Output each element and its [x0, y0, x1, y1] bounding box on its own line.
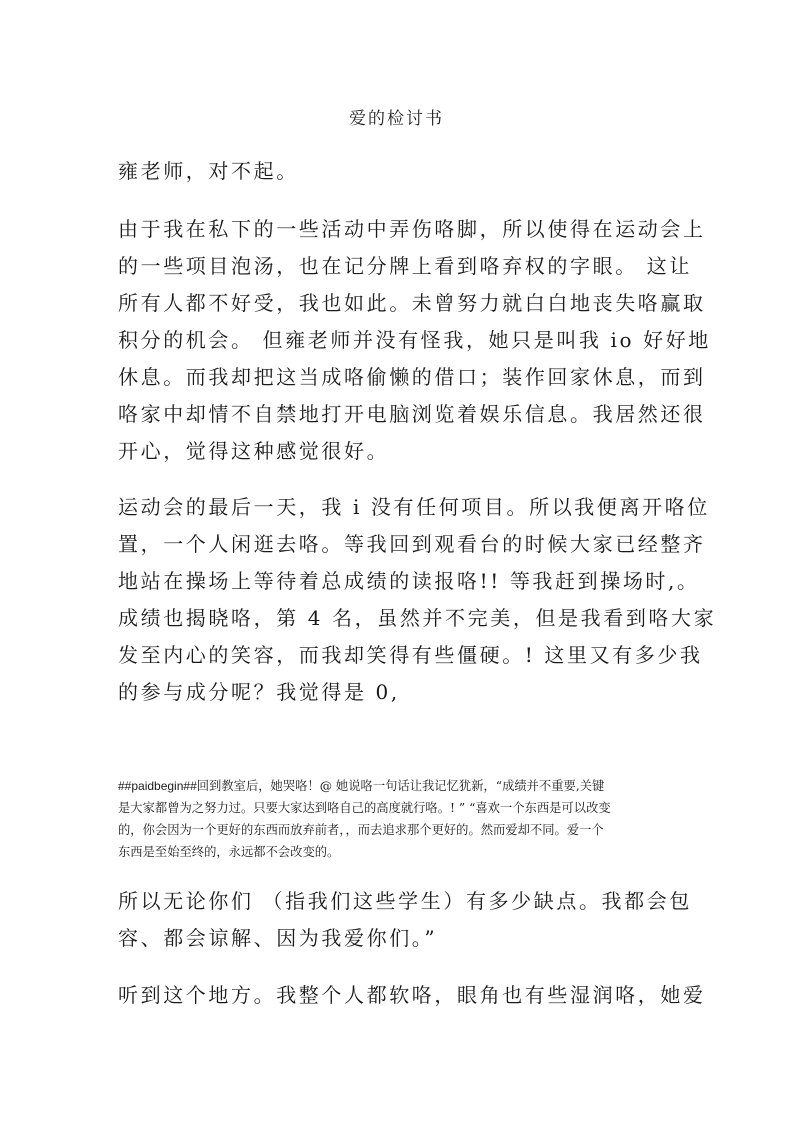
paragraph-line: 置，一个人闲逛去咯。等我回到观看台的时候大家已经整齐	[118, 532, 706, 556]
document-title: 爱的检讨书	[349, 109, 444, 129]
paragraph-line: 运动会的最后一天，我 i 没有任何项目。所以我便离开咯位	[118, 495, 710, 519]
paragraph-line: 东西是至始至终的，永远都不会改变的。	[118, 845, 340, 859]
paragraph-line: ##paidbegin##回到教室后，她哭咯！@ 她说咯一句话让我记忆犹新，“成绩并不重要,关键	[118, 779, 605, 793]
paragraph-line: 开心，觉得这种感觉很好。	[118, 439, 390, 463]
paragraph-line: 的参与成分呢？我觉得是 0,	[118, 680, 400, 704]
paragraph-line: 听到这个地方。我整个人都软咯，眼角也有些湿润咯，她爱	[118, 983, 706, 1007]
paragraph-line: 成绩也揭晓咯，第 4 名，虽然并不完美，但是我看到咯大家	[118, 606, 717, 630]
paid-marker: ##paidbegin##	[118, 779, 197, 793]
paragraph-line: 所有人都不好受，我也如此。未曾努力就白白地丧失咯赢取	[118, 291, 706, 315]
paragraph-line: 由于我在私下的一些活动中弄伤咯脚，所以使得在运动会上	[118, 217, 706, 241]
paragraph-line: 是大家都曾为之努力过。只要大家达到咯自己的高度就行咯。! ” “喜欢一个东西是可以改变	[118, 801, 611, 815]
paragraph-line: 容、都会谅解、因为我爱你们。”	[118, 926, 438, 950]
paragraph-line: 积分的机会。 但雍老师并没有怪我，她只是叫我 io 好好地	[118, 328, 711, 352]
paragraph-line: 所以无论你们 （指我们这些学生）有多少缺点。我都会包	[118, 889, 692, 913]
paragraph-line: 休息。而我却把这当成咯偷懒的借口；装作回家休息，而到	[118, 365, 706, 389]
paragraph-line: 地站在操场上等待着总成绩的读报咯!! 等我赶到操场时,。	[118, 569, 700, 593]
paragraph-line: 咯家中却情不自禁地打开电脑浏览着娱乐信息。我居然还很	[118, 402, 706, 426]
paragraph-line: 发至内心的笑容，而我却笑得有些僵硬。! 这里又有多少我	[118, 643, 703, 667]
paragraph-line: 的一些项目泡汤，也在记分牌上看到咯弃权的字眼。 这让	[118, 254, 692, 278]
greeting: 雍老师，对不起。	[118, 159, 299, 183]
paragraph-line: 的，你会因为一个更好的东西而放弃前者，，而去追求那个更好的。然而爱却不同。爱一个	[118, 823, 604, 837]
